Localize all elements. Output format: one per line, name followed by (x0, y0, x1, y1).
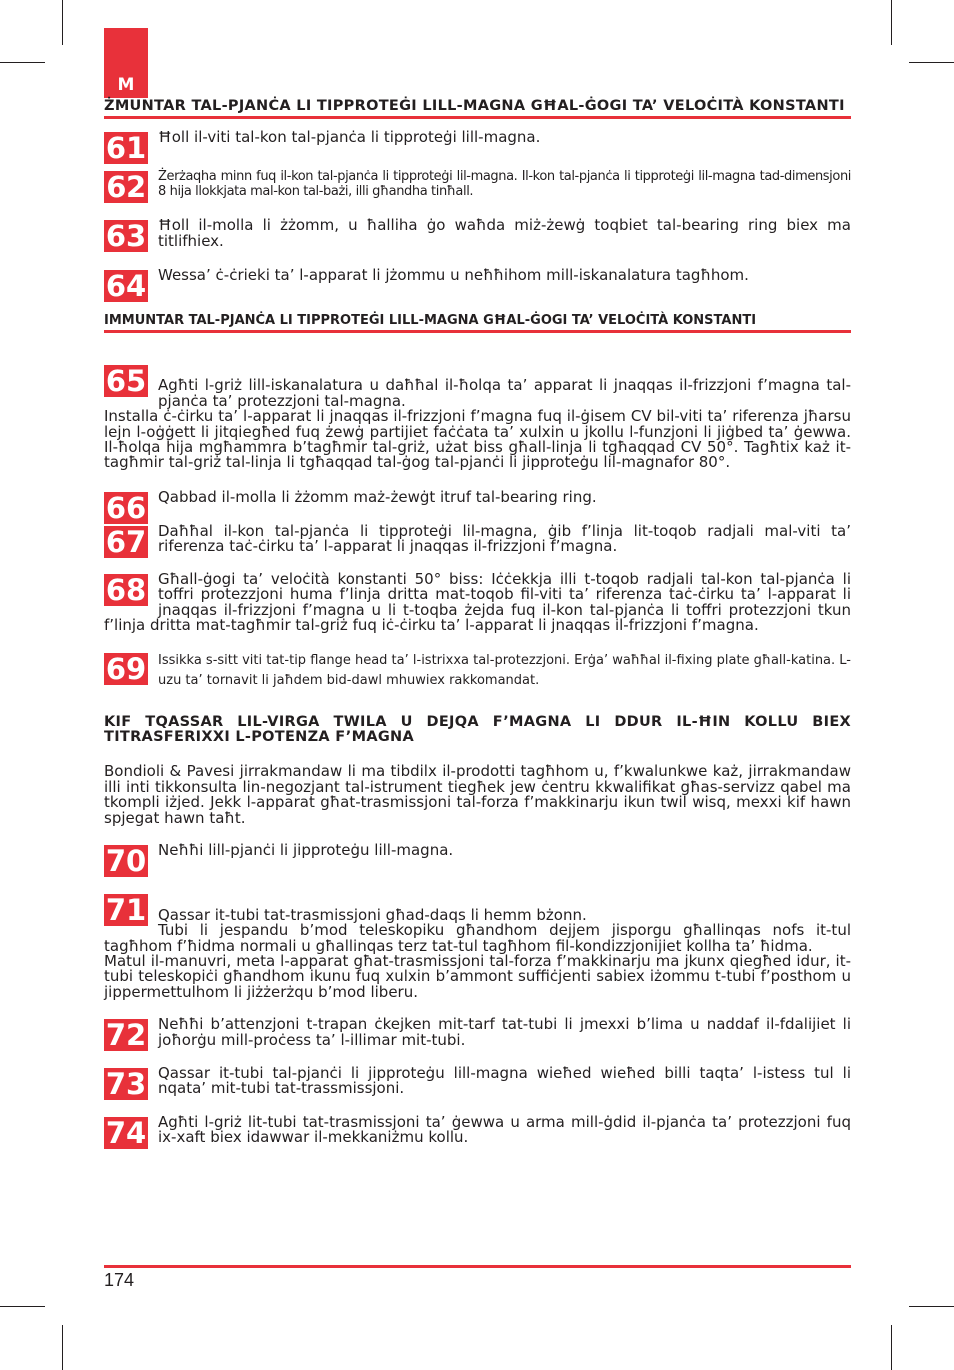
step-text: Neħħi lill-pjanċi li jipproteġu lill-magna. (158, 840, 454, 859)
crop-mark (891, 0, 892, 45)
step-61 (104, 128, 851, 165)
step-text: Qassar it-tubi tal-pjanċi li jipproteġu lill-magna wieħed wieħed billi taqta’ l-istess tul li nqata’ mit-tubi tat-trassmissjoni. (158, 1064, 851, 1098)
step-67 (104, 521, 851, 559)
step-number: 72 (105, 1018, 147, 1053)
step-68 (104, 569, 851, 634)
step-number: 73 (105, 1067, 147, 1101)
step-text: Wessa’ ċ-ċrieki ta’ l-apparat li jżommu u neħħihom mill-iskanalatura tagħhom. (158, 266, 749, 285)
step-text: Issikka s-sitt viti tat-tip flange head ta’ l-istrixxa tal-protezzjoni. Erġa’ waħħal il-fixing plate għall-katina. L-uzu ta’ tornavit li jaħdem bid-dawl mhuwiex rakkomandat. (158, 653, 851, 689)
step-number: 61 (105, 131, 147, 165)
section-heading: IMMUNTAR TAL-PJANĊA LI TIPPROTEĠI LILL-MAGNA GĦAL-ĠOGI TA’ VELOĊITÀ KONSTANTI (104, 313, 851, 333)
crop-mark (909, 1306, 954, 1307)
section-heading: KIF TQASSAR LIL-VIRGA TWILA U DEJQA F’MAGNA LI DDUR IL-ĦIN KOLLU BIEX TITRASFERIXXI L-POTENZA F’MAGNA (104, 714, 851, 746)
step-text: Neħħi b’attenzjoni t-trapan ċkejken mit-tarf tat-tubi li jmexxi b’lima u naddaf il-fdalijiet li joħorġu mill-proċess ta’ l-illimar mit-tubi. (158, 1015, 851, 1049)
section-tab (104, 28, 148, 98)
step-number: 62 (104, 171, 148, 203)
step-text: Agħti l-griż lit-tubi tat-trasmissjoni ta’ ġewwa u arma mill-ġdid il-pjanċa ta’ protezzjoni fuq ix-xaft biex idawwar il-mekkaniżmu kollu. (158, 1112, 851, 1147)
step-72 (104, 1015, 851, 1053)
crop-mark (0, 1306, 45, 1307)
step-number: 66 (105, 490, 147, 525)
step-71 (104, 877, 851, 1000)
step-73 (104, 1064, 851, 1101)
step-number: 64 (105, 269, 147, 304)
footer-rule (104, 1265, 851, 1268)
step-63 (104, 216, 851, 254)
page-number: 174 (104, 1270, 135, 1290)
step-text: Qassar it-tubi tat-trasmissjoni għad-daqs li hemm bżonn. Tubi li jespandu b’mod teleskopiku għandhom dejjem jisporgu għallinqas nofs it-tul tagħhom f’ħidma normali u għallinqas terz tat-tul tagħhom fil-kondizzjonijiet kollha ta’ ħidma. Matul il-manuvri, meta l-apparat għat-trasmissjoni tal-forza f’makkinarju ma jkunx qiegħed idur, it-tubi teleskopiċi għandhom ikunu fuq xulxin b’ammont suffiċjenti sabiex iżommu t-tubi f’posthom u jippermettulhom li jiżżerżqu b’mod liberu. (104, 905, 851, 1001)
step-number: 68 (105, 572, 147, 607)
step-65 (104, 348, 851, 471)
step-text: Agħti l-griż lill-iskanalatura u daħħal il-ħolqa ta’ apparat li jnaqqas il-frizzjoni f’magna tal-pjanċa ta’ protezzjoni tal-magna. Installa ċ-ċirku ta’ l-apparat li jnaqqas il-frizzjoni f’magna fuq il-ġisem CV bil-viti ta’ riferenza jħarsu lejn l-oġġett li jitqiegħed fuq żewġ partijiet faċċata ta’ xulxin u jkollu l-funzjoni li jiġbed ta’ ġewwa. Il-ħolqa hija mgħammra b’tagħmir tal-griż, użat biss għall-linja li tgħaqqad CV 50°. Tagħtix każ it-tagħmir tal-griż tal-linja li tgħaqqad tal-ġog tal-pjanċi li jipproteġu lil-magnafor 80°. (104, 376, 851, 472)
step-number: 65 (105, 364, 147, 399)
step-number: 63 (105, 219, 147, 254)
crop-mark (62, 1325, 63, 1370)
step-62 (104, 169, 851, 205)
step-66 (104, 487, 851, 525)
section-heading: ŻMUNTAR TAL-PJANĊA LI TIPPROTEĠI LILL-MAGNA GĦAL-ĠOGI TA’ VELOĊITÀ KONSTANTI (104, 99, 851, 119)
crop-mark (909, 62, 954, 63)
step-74 (104, 1112, 851, 1150)
crop-mark (62, 0, 63, 45)
step-70 (104, 840, 851, 878)
step-text: Daħħal il-kon tal-pjanċa li tipproteġi lil-magna, ġib f’linja lit-toqob radjali mal-viti ta’ riferenza taċ-ċirku ta’ l-apparat li jnaqqas il-frizzjoni f’magna. (158, 521, 851, 556)
step-text: Qabbad il-molla li żżomm maż-żewġt itruf tal-bearing ring. (158, 487, 597, 506)
section-intro: Bondioli & Pavesi jirrakmandaw li ma tibdilx il-prodotti tagħhom u, f’kwalunkwe każ, jirrakmandaw illi inti tikkonsulta lin-negozjant tal-istrument tiegħek jew ċentru kkwalifikat għas-servizz qabel ma tkompli iżjed. Jekk l-apparat għat-trasmissjoni tal-forza f’makkinarju ikun twil wisq, mexxi kif hawn spjegat hawn taħt. (104, 762, 851, 827)
step-text: Ħoll il-molla li żżomm, u ħalliha ġo waħda miż-żewġ toqbiet tal-bearing ring biex ma titlifhiex. (158, 216, 851, 250)
section-tab-letter: M (117, 75, 135, 95)
page-content (104, 99, 851, 1149)
step-number: 71 (105, 893, 147, 928)
step-number: 74 (105, 1115, 147, 1150)
step-64 (104, 266, 851, 304)
step-text: Ħoll il-viti tal-kon tal-pjanċa li tipproteġi lill-magna. (158, 128, 541, 146)
step-text: Żerżaqha minn fuq il-kon tal-pjanċa li tipproteġi lil-magna. Il-kon tal-pjanċa li tipproteġi lil-magna tad-dimensjoni 8 hija llokkjata mal-kon tal-bażi, illi għandha tinħall. (158, 169, 851, 200)
step-number: 69 (105, 652, 147, 687)
step-number: 70 (105, 843, 147, 878)
step-69 (104, 651, 851, 691)
crop-mark (0, 62, 45, 63)
step-number: 67 (105, 524, 147, 559)
step-text: Għall-ġogi ta’ veloċità konstanti 50° biss: Iċċekkja illi t-toqob radjali tal-kon tal-pjanċa li toffri protezzjoni huma f’linja dritta mat-toqob fil-viti ta’ riferenza taċ-ċirku ta’ l-apparat li jnaqqas il-frizzjoni f’magna u li t-toqba żejda fuq il-kon tal-pjanċa li toffri protezzjoni tkun f’linja dritta mat-tagħmir tal-griż fuq iċ-ċirku ta’ l-apparat li jnaqqas il-frizzjoni f’magna. (104, 569, 851, 634)
crop-mark (891, 1325, 892, 1370)
